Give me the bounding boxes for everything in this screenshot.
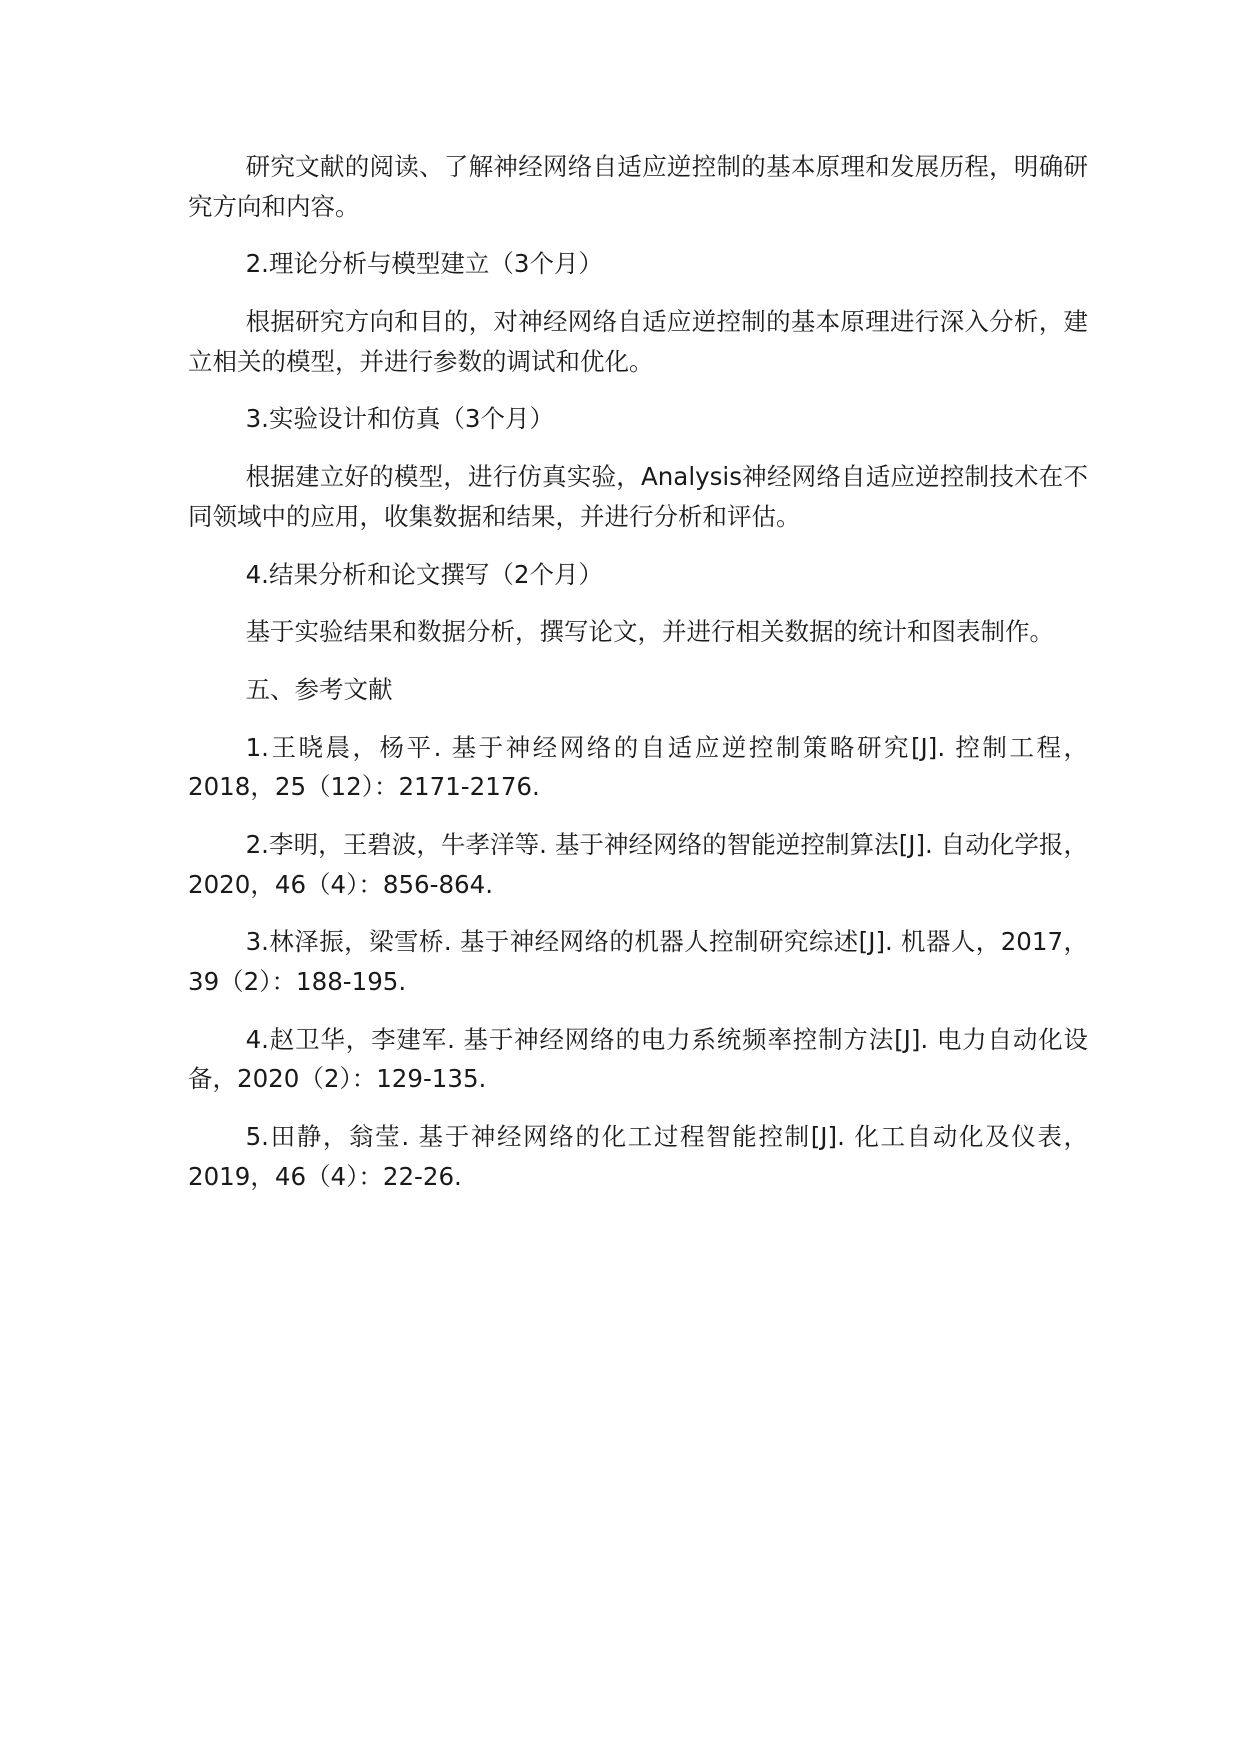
reference-item-4: 4.赵卫华，李建军. 基于神经网络的电力系统频率控制方法[J]. 电力自动化设备，2020（2）：129-135. <box>188 1024 1088 1094</box>
subheading-experiment-simulation: 3.实验设计和仿真（3个月） <box>245 404 555 434</box>
subheading-theory-modeling: 2.理论分析与模型建立（3个月） <box>245 249 604 279</box>
document-body <box>188 147 1088 1214</box>
section-heading-references: 五、参考文献 <box>245 674 393 704</box>
paragraph-experiment-simulation: 根据建立好的模型，进行仿真实验，Analysis神经网络自适应逆控制技术在不同领域中的应用，收集数据和结果，并进行分析和评估。 <box>188 462 1088 531</box>
paragraph-theory-modeling: 根据研究方向和目的，对神经网络自适应逆控制的基本原理进行深入分析，建立相关的模型，并进行参数的调试和优化。 <box>188 307 1088 376</box>
paragraph-research-literature: 研究文献的阅读、了解神经网络自适应逆控制的基本原理和发展历程，明确研究方向和内容。 <box>188 152 1088 221</box>
reference-item-5: 5.田静，翁莹. 基于神经网络的化工过程智能控制[J]. 化工自动化及仪表，2019，46（4）：22-26. <box>188 1122 1088 1191</box>
reference-item-1: 1.王晓晨，杨平. 基于神经网络的自适应逆控制策略研究[J]. 控制工程，2018，25（12）：2171-2176. <box>188 732 1088 802</box>
paragraph-results-writing: 基于实验结果和数据分析，撰写论文，并进行相关数据的统计和图表制作。 <box>245 617 1055 647</box>
subheading-results-writing: 4.结果分析和论文撰写（2个月） <box>245 559 604 589</box>
reference-item-2: 2.李明，王碧波，牛孝洋等. 基于神经网络的智能逆控制算法[J]. 自动化学报，2020，46（4）：856-864. <box>188 829 1088 899</box>
reference-item-3: 3.林泽振，梁雪桥. 基于神经网络的机器人控制研究综述[J]. 机器人，2017，39（2）：188-195. <box>188 927 1088 996</box>
